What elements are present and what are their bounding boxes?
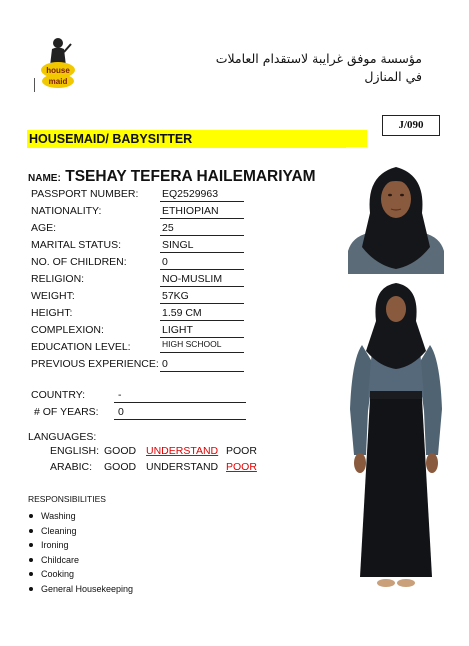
full-body-photo <box>346 279 446 598</box>
detail-value: NO-MUSLIM <box>160 273 244 287</box>
level-good: GOOD <box>104 461 137 473</box>
detail-label: EDUCATION LEVEL: <box>31 341 131 353</box>
detail-label: COMPLEXION: <box>31 324 104 336</box>
detail-label: MARITAL STATUS: <box>31 239 122 251</box>
years-value: 0 <box>114 406 246 420</box>
list-item: General Housekeeping <box>28 582 133 597</box>
housemaid-logo-icon <box>38 34 78 90</box>
detail-label: PASSPORT NUMBER: <box>31 188 139 200</box>
reference-number: J/090 <box>382 115 440 136</box>
detail-value: 0 <box>160 358 244 372</box>
level-good: GOOD <box>104 445 137 457</box>
detail-value: EQ2529963 <box>160 188 244 202</box>
logo-text-top: house <box>46 66 70 75</box>
logo-divider <box>34 78 35 92</box>
language-name: ARABIC: <box>50 461 93 473</box>
name-value: TSEHAY TEFERA HAILEMARIYAM <box>65 168 316 185</box>
list-item: Washing <box>28 509 133 524</box>
name-label: NAME: <box>28 173 61 184</box>
country-label: COUNTRY: <box>31 389 86 401</box>
detail-value: 0 <box>160 256 244 270</box>
logo-text-bottom: maid <box>48 77 68 86</box>
list-item: Childcare <box>28 553 133 568</box>
detail-label: AGE: <box>31 222 57 234</box>
detail-label: NO. OF CHILDREN: <box>31 256 127 268</box>
detail-value: 1.59 CM <box>160 307 244 321</box>
detail-label: PREVIOUS EXPERIENCE: <box>31 358 159 370</box>
level-understand-selected: UNDERSTAND <box>146 445 219 457</box>
level-understand: UNDERSTAND <box>146 461 219 473</box>
responsibilities-list <box>28 509 133 596</box>
list-item: Cooking <box>28 567 133 582</box>
detail-label: HEIGHT: <box>31 307 73 319</box>
level-poor: POOR <box>226 445 257 457</box>
country-value: - <box>114 389 246 403</box>
detail-value: HIGH SCHOOL <box>160 339 244 353</box>
headshot-photo <box>346 147 446 274</box>
detail-value: 25 <box>160 222 244 236</box>
detail-value: 57KG <box>160 290 244 304</box>
languages-title: LANGUAGES: <box>28 431 97 443</box>
detail-value: LIGHT <box>160 324 244 338</box>
detail-label: NATIONALITY: <box>31 205 102 217</box>
level-poor-selected: POOR <box>226 461 257 473</box>
language-name: ENGLISH: <box>50 445 100 457</box>
list-item: Cleaning <box>28 524 133 539</box>
detail-value: SINGL <box>160 239 244 253</box>
detail-label: RELIGION: <box>31 273 85 285</box>
detail-value: ETHIOPIAN <box>160 205 244 219</box>
candidate-name <box>28 168 316 186</box>
detail-label: WEIGHT: <box>31 290 75 302</box>
position-title: HOUSEMAID/ BABYSITTER <box>27 130 367 148</box>
list-item: Ironing <box>28 538 133 553</box>
responsibilities-title: RESPONSIBILITIES <box>28 494 106 504</box>
years-label: # OF YEARS: <box>34 406 99 418</box>
agency-name-arabic: مؤسسة موفق غرايبة لاستقدام العاملات في المنازل <box>215 51 422 84</box>
